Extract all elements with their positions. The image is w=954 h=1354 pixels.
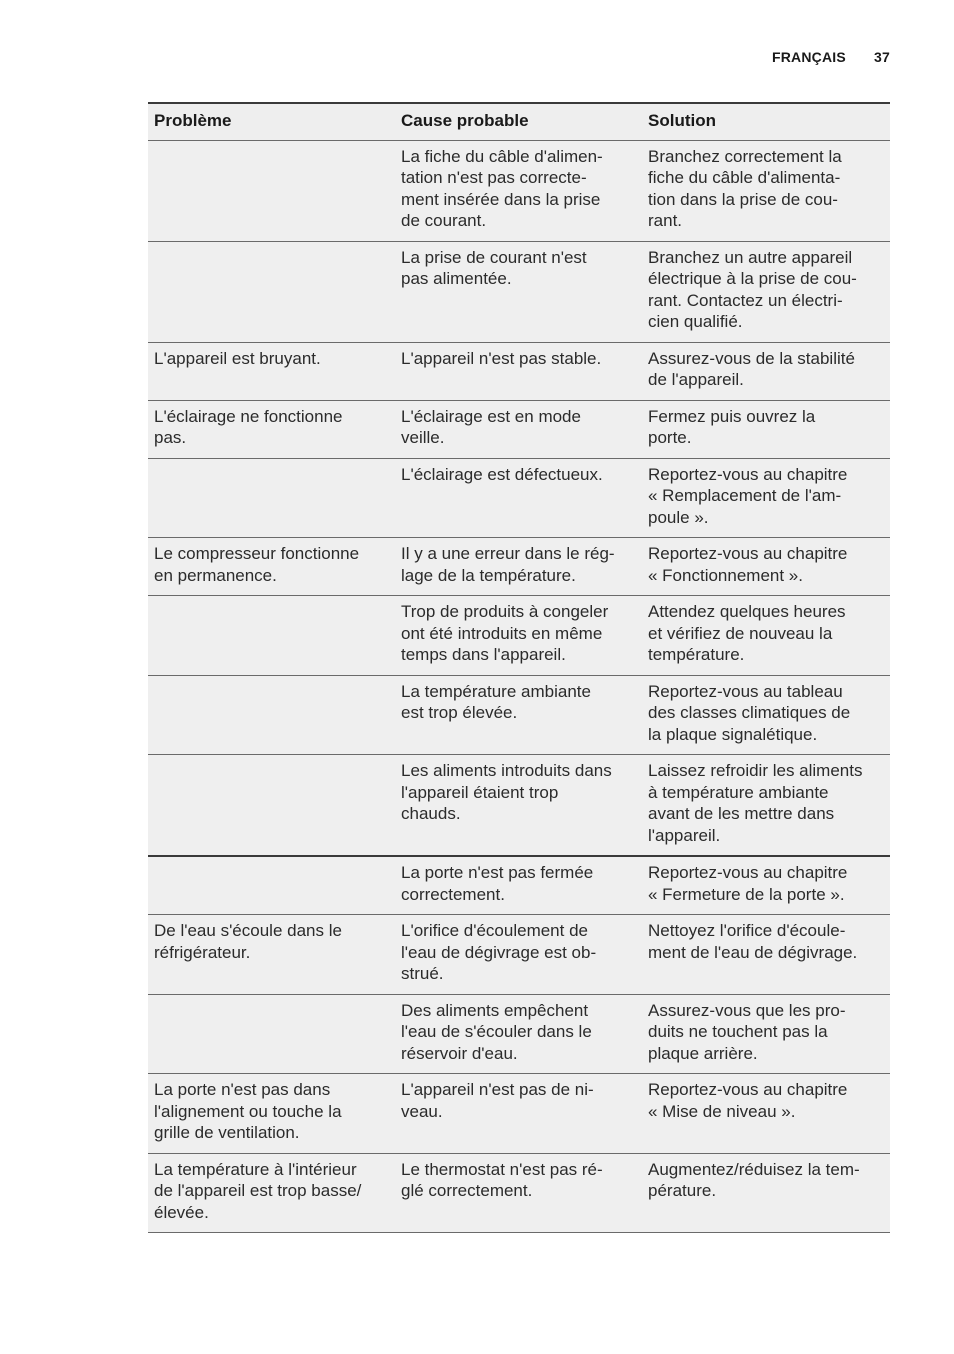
table-row [148, 400, 890, 458]
table-row [148, 342, 890, 400]
solution-cell: Branchez correctement la fiche du câble d'alimenta- tion dans la prise de cou- rant. [642, 140, 890, 241]
solution-cell: Augmentez/réduisez la tem- pérature. [642, 1153, 890, 1233]
cause-cell: Les aliments introduits dans l'appareil étaient trop chauds. [395, 755, 642, 857]
problem-cell [148, 755, 395, 857]
solution-cell: Reportez-vous au chapitre « Remplacement de l'am- poule ». [642, 458, 890, 538]
problem-cell: La température à l'intérieur de l'appareil est trop basse/ élevée. [148, 1153, 395, 1233]
solution-cell: Reportez-vous au chapitre « Mise de niveau ». [642, 1074, 890, 1154]
solution-cell: Laissez refroidir les aliments à température ambiante avant de les mettre dans l'appareil. [642, 755, 890, 857]
solution-cell: Branchez un autre appareil électrique à la prise de cou- rant. Contactez un électri- cien qualifié. [642, 241, 890, 342]
solution-cell: Attendez quelques heures et vérifiez de nouveau la température. [642, 596, 890, 676]
problem-cell [148, 458, 395, 538]
problem-cell [148, 675, 395, 755]
problem-cell: L'éclairage ne fonctionne pas. [148, 400, 395, 458]
cause-cell: La température ambiante est trop élevée. [395, 675, 642, 755]
cause-cell: L'orifice d'écoulement de l'eau de dégivrage est ob- strué. [395, 915, 642, 995]
language-label: FRANÇAIS [771, 49, 846, 65]
problem-cell: Le compresseur fonctionne en permanence. [148, 538, 395, 596]
cause-cell: La fiche du câble d'alimen- tation n'est pas correcte- ment insérée dans la prise de courant. [395, 140, 642, 241]
problem-cell [148, 994, 395, 1074]
table-row [148, 856, 890, 915]
solution-cell: Reportez-vous au chapitre « Fermeture de la porte ». [642, 856, 890, 915]
table-row [148, 538, 890, 596]
problem-cell [148, 856, 395, 915]
page-header [772, 49, 890, 65]
troubleshooting-table [148, 102, 890, 1233]
table-row [148, 596, 890, 676]
solution-cell: Reportez-vous au tableau des classes climatiques de la plaque signalétique. [642, 675, 890, 755]
cause-cell: L'appareil n'est pas de ni- veau. [395, 1074, 642, 1154]
cause-cell: Des aliments empêchent l'eau de s'écouler dans le réservoir d'eau. [395, 994, 642, 1074]
solution-cell: Fermez puis ouvrez la porte. [642, 400, 890, 458]
solution-cell: Nettoyez l'orifice d'écoule- ment de l'eau de dégivrage. [642, 915, 890, 995]
problem-cell: De l'eau s'écoule dans le réfrigérateur. [148, 915, 395, 995]
cause-cell: Trop de produits à congeler ont été introduits en même temps dans l'appareil. [395, 596, 642, 676]
solution-cell: Assurez-vous de la stabilité de l'appareil. [642, 342, 890, 400]
cause-cell: L'appareil n'est pas stable. [395, 342, 642, 400]
table-row [148, 458, 890, 538]
solution-cell: Assurez-vous que les pro- duits ne touchent pas la plaque arrière. [642, 994, 890, 1074]
page-number: 37 [874, 49, 890, 65]
table-row [148, 1153, 890, 1233]
problem-cell: L'appareil est bruyant. [148, 342, 395, 400]
table-row [148, 140, 890, 241]
problem-cell: La porte n'est pas dans l'alignement ou touche la grille de ventilation. [148, 1074, 395, 1154]
problem-cell [148, 596, 395, 676]
table-row [148, 915, 890, 995]
table-row [148, 241, 890, 342]
cause-cell: La prise de courant n'est pas alimentée. [395, 241, 642, 342]
cause-cell: L'éclairage est en mode veille. [395, 400, 642, 458]
column-header-problem: Problème [148, 103, 395, 140]
problem-cell [148, 241, 395, 342]
solution-cell: Reportez-vous au chapitre « Fonctionnement ». [642, 538, 890, 596]
table-row [148, 1074, 890, 1154]
column-header-cause: Cause probable [395, 103, 642, 140]
table-row [148, 675, 890, 755]
table-header-row [148, 103, 890, 140]
table-row [148, 994, 890, 1074]
cause-cell: Il y a une erreur dans le rég- lage de la température. [395, 538, 642, 596]
column-header-solution: Solution [642, 103, 890, 140]
problem-cell [148, 140, 395, 241]
cause-cell: La porte n'est pas fermée correctement. [395, 856, 642, 915]
cause-cell: Le thermostat n'est pas ré- glé correctement. [395, 1153, 642, 1233]
cause-cell: L'éclairage est défectueux. [395, 458, 642, 538]
table-row [148, 755, 890, 857]
